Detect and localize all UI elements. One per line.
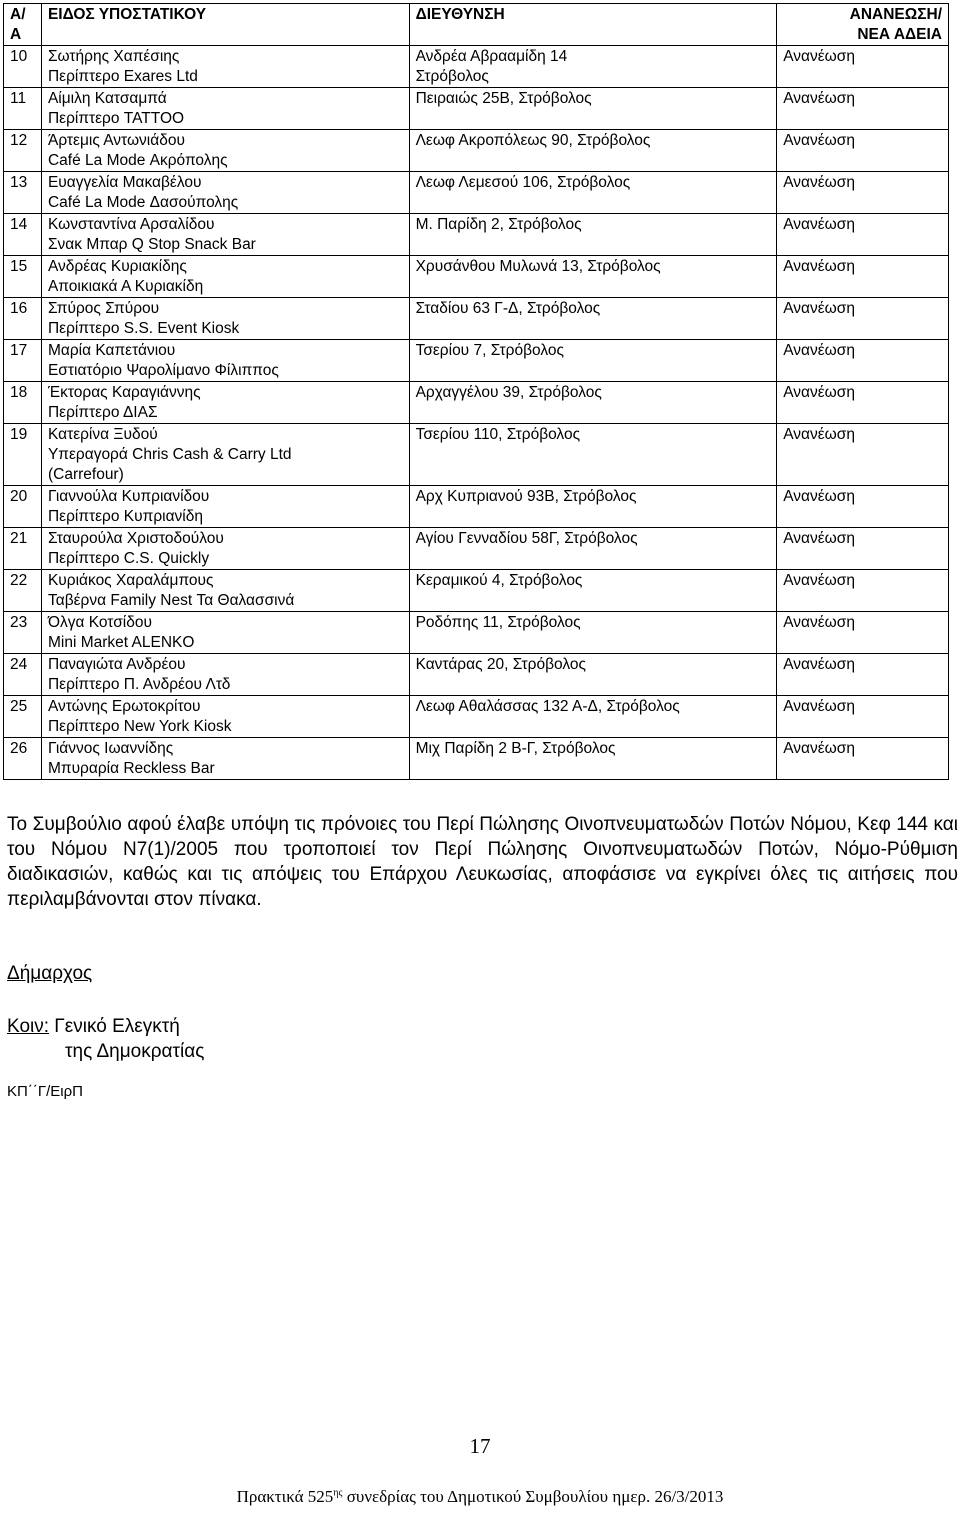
address-line: Λεωφ Λεμεσού 106, Στρόβολος [415, 174, 631, 191]
licensee-line: Άρτεμις Αντωνιάδου [47, 132, 185, 149]
address-line: Μ. Παρίδη 2, Στρόβολος [415, 216, 582, 233]
table-row [4, 298, 949, 340]
row-licensee [41, 570, 409, 612]
address-line: Αρχαγγέλου 39, Στρόβολος [415, 384, 602, 401]
row-licensee [41, 46, 409, 88]
copy-to-recipient-line1: Γενικό Ελεγκτή [54, 1016, 180, 1037]
licensee-line: Αίμιλη Κατσαμπά [47, 90, 167, 107]
row-number: 13 [4, 172, 42, 214]
address-line: Χρυσάνθου Μυλωνά 13, Στρόβολος [415, 258, 661, 275]
row-status: Ανανέωση [777, 46, 949, 88]
row-address [409, 570, 777, 612]
row-number: 22 [4, 570, 42, 612]
row-status: Ανανέωση [777, 214, 949, 256]
address-line: Στρόβολος [415, 68, 489, 85]
row-status: Ανανέωση [777, 654, 949, 696]
row-number: 11 [4, 88, 42, 130]
address-line: Σταδίου 63 Γ-Δ, Στρόβολος [415, 300, 601, 317]
row-address [409, 738, 777, 780]
licensee-line: Περίπτερο ΔΙΑΣ [47, 404, 158, 421]
licensee-line: Περίπτερο Κυπριανίδη [47, 508, 203, 525]
licensee-line: Αντώνης Ερωτοκρίτου [47, 698, 201, 715]
licensee-line: Αποικιακά Α Κυριακίδη [47, 278, 204, 295]
table-row [4, 256, 949, 298]
licensee-line: Εστιατόριο Ψαρολίμανο Φίλιππος [47, 362, 279, 379]
licenses-table [3, 3, 949, 780]
table-row [4, 424, 949, 486]
row-licensee [41, 382, 409, 424]
footer-prefix: Πρακτικά 525 [236, 1487, 334, 1506]
address-line: Λεωφ Ακροπόλεως 90, Στρόβολος [415, 132, 651, 149]
licensee-line: Υπεραγορά Chris Cash & Carry Ltd [47, 446, 292, 463]
licensee-line: Μαρία Καπετάνιου [47, 342, 176, 359]
row-licensee [41, 696, 409, 738]
row-status: Ανανέωση [777, 738, 949, 780]
row-number: 24 [4, 654, 42, 696]
address-line: Πειραιώς 25Β, Στρόβολος [415, 90, 592, 107]
row-status: Ανανέωση [777, 298, 949, 340]
table-row [4, 528, 949, 570]
copy-to-label: Κοιν: [7, 1016, 50, 1037]
row-status: Ανανέωση [777, 130, 949, 172]
table-row [4, 612, 949, 654]
table-row [4, 46, 949, 88]
row-number: 14 [4, 214, 42, 256]
licensee-line: Όλγα Κοτσίδου [47, 614, 152, 631]
licensee-line: Περίπτερο New York Kiosk [47, 718, 232, 735]
row-licensee [41, 298, 409, 340]
licensee-line: Ευαγγελία Μακαβέλου [47, 174, 202, 191]
row-licensee [41, 486, 409, 528]
row-address [409, 486, 777, 528]
signer-title: Δήμαρχος [7, 963, 93, 984]
table-row [4, 214, 949, 256]
licensee-line: Περίπτερο Π. Ανδρέου Λτδ [47, 676, 231, 693]
row-licensee [41, 340, 409, 382]
licensee-line: Περίπτερο C.S. Quickly [47, 550, 210, 567]
row-licensee [41, 214, 409, 256]
licensee-line: Έκτορας Καραγιάννης [47, 384, 201, 401]
header-type: ΕΙΔΟΣ ΥΠΟΣΤΑΤΙΚΟΥ [41, 4, 409, 46]
row-licensee [41, 130, 409, 172]
licensee-line: Mini Market ALENKO [47, 634, 195, 651]
row-status: Ανανέωση [777, 88, 949, 130]
row-licensee [41, 256, 409, 298]
header-address: ΔΙΕΥΘΥΝΣΗ [409, 4, 777, 46]
table-row [4, 570, 949, 612]
licensee-line: Περίπτερο S.S. Event Kiosk [47, 320, 240, 337]
table-header-row [4, 4, 949, 46]
address-line: Κεραμικού 4, Στρόβολος [415, 572, 583, 589]
row-address [409, 130, 777, 172]
header-num: Α/Α [4, 4, 42, 46]
licensee-line: Παναγιώτα Ανδρέου [47, 656, 186, 673]
row-address [409, 528, 777, 570]
page-number: 17 [469, 1434, 491, 1458]
row-address [409, 256, 777, 298]
row-address [409, 424, 777, 486]
licensee-line: Γιαννούλα Κυπριανίδου [47, 488, 210, 505]
licensee-line: Σπύρος Σπύρου [47, 300, 160, 317]
row-address [409, 612, 777, 654]
row-number: 18 [4, 382, 42, 424]
row-address [409, 298, 777, 340]
address-line: Ροδόπης 11, Στρόβολος [415, 614, 581, 631]
licensee-line: Κατερίνα Ξυδού [47, 426, 158, 443]
row-number: 25 [4, 696, 42, 738]
address-line: Αγίου Γενναδίου 58Γ, Στρόβολος [415, 530, 638, 547]
address-line: Καντάρας 20, Στρόβολος [415, 656, 586, 673]
address-line: Ανδρέα Αβρααμίδη 14 [415, 48, 568, 65]
licensee-line: Σταυρούλα Χριστοδούλου [47, 530, 224, 547]
row-number: 20 [4, 486, 42, 528]
row-address [409, 382, 777, 424]
licensee-line: Σνακ Μπαρ Q Stop Snack Bar [47, 236, 256, 253]
header-status-line: ΝΕΑ ΑΔΕΙΑ [857, 26, 942, 43]
row-address [409, 172, 777, 214]
table-row [4, 340, 949, 382]
licensee-line: Κυριάκος Χαραλάμπους [47, 572, 214, 589]
page-footer [0, 1487, 960, 1507]
copy-to-block [7, 1014, 204, 1064]
row-number: 19 [4, 424, 42, 486]
row-status: Ανανέωση [777, 528, 949, 570]
row-address [409, 696, 777, 738]
row-licensee [41, 424, 409, 486]
licensee-line: Ταβέρνα Family Nest Τα Θαλασσινά [47, 592, 295, 609]
row-number: 16 [4, 298, 42, 340]
row-status: Ανανέωση [777, 172, 949, 214]
row-number: 21 [4, 528, 42, 570]
address-line: Λεωφ Αθαλάσσας 132 Α-Δ, Στρόβολος [415, 698, 680, 715]
table-row [4, 88, 949, 130]
row-number: 26 [4, 738, 42, 780]
row-licensee [41, 88, 409, 130]
header-status [777, 4, 949, 46]
council-decision-text: Το Συμβούλιο αφού έλαβε υπόψη τις πρόνοιες του Περί Πώλησης Οινοπνευματωδών Ποτών Νόμου, Κεφ 144 και του Νόμου Ν7(1)/2005 που τροποποιεί τον Περί Πώλησης Οινοπνευματωδών Ποτών, Νόμο-Ρύθμιση διαδικασιών, καθώς και τις απόψεις του Επάρχου Λευκωσίας, αποφάσισε να εγκρίνει όλες τις αιτήσεις που περιλαμβάνονται στον πίνακα. [7, 814, 958, 910]
address-line: Τσερίου 7, Στρόβολος [415, 342, 564, 359]
row-address [409, 214, 777, 256]
row-status: Ανανέωση [777, 382, 949, 424]
header-status-line: ΑΝΑΝΕΩΣΗ/ [849, 6, 942, 23]
licensee-line: Σωτήρης Χαπέσιης [47, 48, 180, 65]
row-licensee [41, 612, 409, 654]
row-status: Ανανέωση [777, 424, 949, 486]
table-body [4, 46, 949, 780]
licensee-line: Περίπτερο Exares Ltd [47, 68, 198, 85]
row-licensee [41, 528, 409, 570]
row-address [409, 340, 777, 382]
address-line: Τσερίου 110, Στρόβολος [415, 426, 581, 443]
address-line: Αρχ Κυπριανού 93Β, Στρόβολος [415, 488, 637, 505]
row-address [409, 88, 777, 130]
footer-suffix: συνεδρίας του Δημοτικού Συμβουλίου ημερ. 26/3/2013 [342, 1487, 724, 1506]
licensee-line: Café La Mode Δασούπολης [47, 194, 239, 211]
row-number: 23 [4, 612, 42, 654]
table-row [4, 382, 949, 424]
row-licensee [41, 654, 409, 696]
table-row [4, 654, 949, 696]
table-row [4, 130, 949, 172]
row-status: Ανανέωση [777, 696, 949, 738]
row-status: Ανανέωση [777, 256, 949, 298]
licensee-line: Γιάννος Ιωαννίδης [47, 740, 174, 757]
reference-code: ΚΠ΄΄Γ/ΕιρΠ [7, 1083, 83, 1100]
licensee-line: Κωνσταντίνα Αρσαλίδου [47, 216, 215, 233]
licensee-line: Περίπτερο TATTOO [47, 110, 185, 127]
row-number: 17 [4, 340, 42, 382]
row-address [409, 46, 777, 88]
row-status: Ανανέωση [777, 340, 949, 382]
row-status: Ανανέωση [777, 570, 949, 612]
table-row [4, 696, 949, 738]
table-row [4, 172, 949, 214]
licensee-line: (Carrefour) [47, 466, 124, 483]
copy-to-recipient-line2: της Δημοκρατίας [65, 1041, 205, 1062]
licensee-line: Μπυραρία Reckless Bar [47, 760, 215, 777]
table-row [4, 738, 949, 780]
row-address [409, 654, 777, 696]
table-row [4, 486, 949, 528]
footer-superscript: ης [333, 1487, 343, 1499]
licensee-line: Ανδρέας Κυριακίδης [47, 258, 187, 275]
row-number: 12 [4, 130, 42, 172]
row-status: Ανανέωση [777, 486, 949, 528]
row-licensee [41, 738, 409, 780]
row-status: Ανανέωση [777, 612, 949, 654]
address-line: Μιχ Παρίδη 2 Β-Γ, Στρόβολος [415, 740, 616, 757]
row-number: 15 [4, 256, 42, 298]
licensee-line: Café La Mode Ακρόπολης [47, 152, 228, 169]
row-number: 10 [4, 46, 42, 88]
row-licensee [41, 172, 409, 214]
